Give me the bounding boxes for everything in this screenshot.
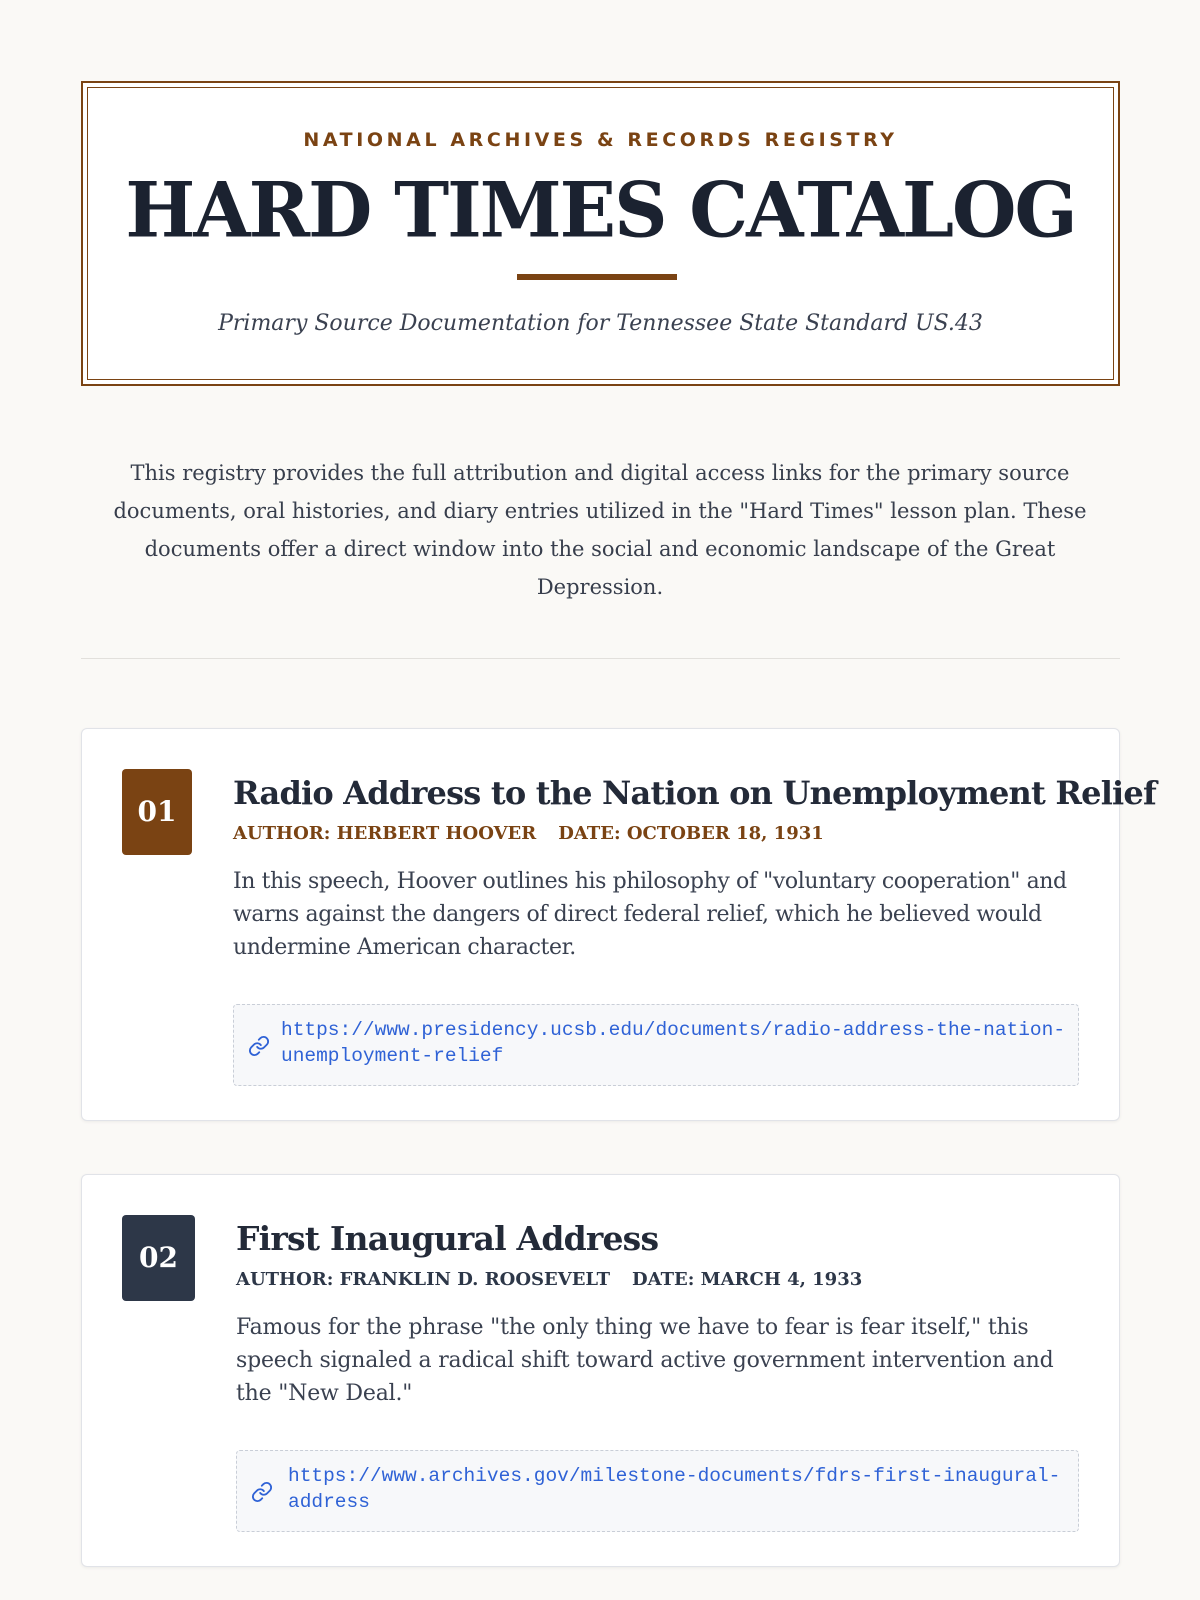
document-body bbox=[236, 1215, 1079, 1513]
document-meta bbox=[236, 1265, 1079, 1295]
document-author: AUTHOR: HERBERT HOOVER bbox=[233, 823, 537, 844]
intro-paragraph: This registry provides the full attribution and digital access links for the primary source documents, oral histories, and diary entries utilized in the "Hard Times" lesson plan. These documents offer a direct window into the social and economic landscape of the Great Depression. bbox=[113, 461, 1087, 599]
document-body bbox=[233, 769, 1156, 1067]
page-title: HARD TIMES CATALOG bbox=[125, 167, 1076, 255]
document-meta bbox=[233, 819, 1079, 849]
document-url[interactable]: https://www.archives.gov/milestone-documents/fdrs-first-inaugural-address bbox=[288, 1465, 1061, 1513]
title-divider bbox=[517, 274, 677, 280]
registry-label: NATIONAL ARCHIVES & RECORDS REGISTRY bbox=[303, 129, 898, 151]
page-subtitle: Primary Source Documentation for Tennessee State Standard US.43 bbox=[218, 311, 983, 336]
document-number-badge: 02 bbox=[122, 1215, 195, 1301]
document-card bbox=[81, 1174, 1120, 1567]
document-number-badge: 01 bbox=[122, 769, 192, 855]
document-title: Radio Address to the Nation on Unemployment Relief bbox=[233, 774, 1156, 812]
document-author: AUTHOR: FRANKLIN D. ROOSEVELT bbox=[236, 1269, 611, 1290]
document-url[interactable]: https://www.presidency.ucsb.edu/documents/radio-address-the-nation-unemployment-relief bbox=[281, 1019, 1066, 1067]
document-date: DATE: MARCH 4, 1933 bbox=[632, 1269, 863, 1290]
document-link[interactable] bbox=[233, 1004, 1079, 1086]
document-title: First Inaugural Address bbox=[236, 1219, 659, 1258]
document-date: DATE: OCTOBER 18, 1931 bbox=[558, 823, 824, 844]
document-description: In this speech, Hoover outlines his philosophy of "voluntary cooperation" and warns against the dangers of direct federal relief, which he believed would undermine American character. bbox=[233, 869, 1067, 960]
document-link[interactable] bbox=[236, 1450, 1079, 1532]
link-icon bbox=[251, 1481, 273, 1503]
link-icon bbox=[248, 1035, 270, 1057]
section-divider bbox=[81, 658, 1120, 659]
document-card bbox=[81, 728, 1156, 1121]
document-description: Famous for the phrase "the only thing we have to fear is fear itself," this speech signaled a radical shift toward active government intervention and the "New Deal." bbox=[236, 1315, 1054, 1406]
catalog-header bbox=[81, 81, 1120, 386]
